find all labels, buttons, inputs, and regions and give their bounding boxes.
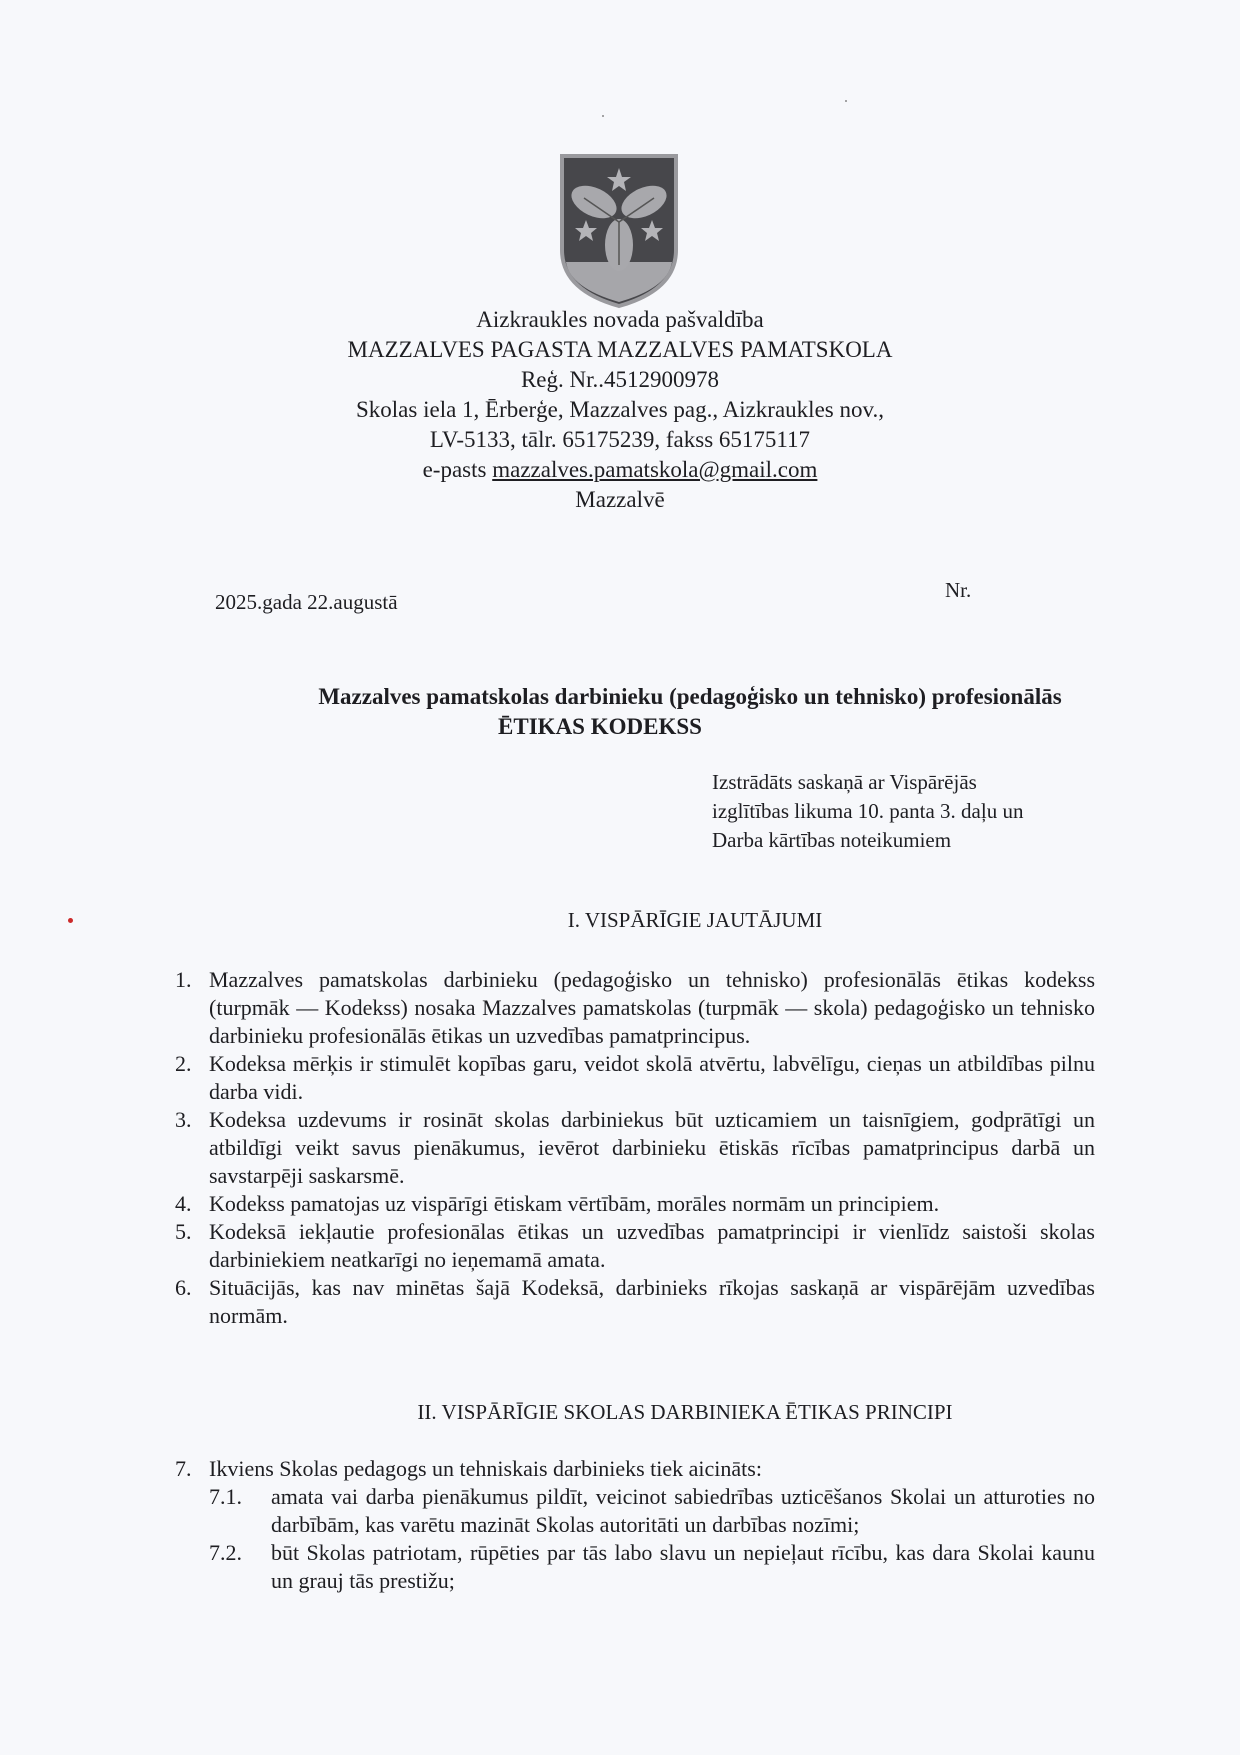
legal-basis-line: izglītības likuma 10. panta 3. daļu un xyxy=(712,799,1024,823)
subitem-number: 7.2. xyxy=(209,1540,242,1565)
list-item xyxy=(175,1274,1095,1330)
sub-list-item xyxy=(209,1483,1095,1539)
scan-speck xyxy=(602,115,604,117)
item-text: Situācijās, kas nav minētas šajā Kodeksā, darbinieks rīkojas saskaņā ar vispārējām uzvedības normām. xyxy=(209,1275,1095,1328)
coat-of-arms-icon xyxy=(556,150,682,310)
subitem-text: būt Skolas patriotam, rūpēties par tās labo slavu un nepieļaut rīcību, kas dara Skolai kaunu un grauj tās prestižu; xyxy=(271,1540,1095,1593)
municipality-name: Aizkraukles novada pašvaldība xyxy=(476,307,764,332)
section-heading-1: I. VISPĀRĪGIE JAUTĀJUMI xyxy=(567,908,823,932)
scan-mark xyxy=(68,918,73,923)
school-name: MAZZALVES PAGASTA MAZZALVES PAMATSKOLA xyxy=(347,337,893,362)
item-text: Kodekss pamatojas uz vispārīgi ētiskam vērtībām, morāles normām un principiem. xyxy=(209,1191,940,1216)
item-text: Kodeksā iekļautie profesionālas ētikas un uzvedības pamatprincipi ir vienlīdz saistoši skolas darbiniekiem neatkarīgi no ieņemamā amata. xyxy=(209,1219,1095,1272)
address: Skolas iela 1, Ērberģe, Mazzalves pag., Aizkraukles nov., xyxy=(356,397,884,422)
legal-basis-line: Izstrādāts saskaņā ar Vispārējās xyxy=(712,770,977,794)
list-item xyxy=(175,1455,1095,1483)
legal-basis xyxy=(712,768,1023,855)
list-item xyxy=(175,966,1095,1050)
item-text: Kodeksa uzdevums ir rosināt skolas darbiniekus būt uzticamiem un taisnīgiem, godprātīgi un atbildīgi veikt savus pienākumus, ievērot darbinieku ētiskās rīcības pamatprincipus darbā un savstarpēji saskarsmē. xyxy=(209,1107,1095,1188)
document-date: 2025.gada 22.augustā xyxy=(215,590,398,614)
section-heading-2: II. VISPĀRĪGIE SKOLAS DARBINIEKA ĒTIKAS PRINCIPI xyxy=(417,1400,953,1424)
list-item xyxy=(175,1218,1095,1274)
item-number: 5. xyxy=(175,1219,192,1244)
list-item xyxy=(175,1190,1095,1218)
document-number-label: Nr. xyxy=(945,578,972,602)
legal-basis-line: Darba kārtības noteikumiem xyxy=(712,828,952,852)
title-line-2: ĒTIKAS KODEKSS xyxy=(498,714,702,739)
item-number: 6. xyxy=(175,1275,192,1300)
registration-number: Reģ. Nr..4512900978 xyxy=(520,367,720,392)
list-item xyxy=(175,1050,1095,1106)
section-2-list xyxy=(175,1455,1095,1595)
item-text: Kodeksa mērķis ir stimulēt kopības garu, veidot skolā atvērtu, labvēlīgu, cieņas un atbildības pilnu darba vidi. xyxy=(209,1051,1095,1104)
item-number: 4. xyxy=(175,1191,192,1216)
item-number: 2. xyxy=(175,1051,192,1076)
section-1-list xyxy=(175,966,1095,1330)
list-item xyxy=(175,1106,1095,1190)
title-line-1: Mazzalves pamatskolas darbinieku (pedagoģisko un tehnisko) profesionālās xyxy=(318,684,1062,709)
item-number: 1. xyxy=(175,967,192,992)
email-link[interactable]: mazzalves.pamatskola@gmail.com xyxy=(492,457,818,482)
sub-list-item xyxy=(209,1539,1095,1595)
subitem-text: amata vai darba pienākumus pildīt, veicinot sabiedrības uzticēšanos Skolai un atturoties no darbībām, kas varētu mazināt Skolas autoritāti un darbības nozīmi; xyxy=(271,1484,1095,1537)
letterhead xyxy=(0,305,1240,515)
place: Mazzalvē xyxy=(575,487,665,512)
scan-speck xyxy=(845,100,847,102)
email-line xyxy=(0,455,1240,485)
item-number: 3. xyxy=(175,1107,192,1132)
item-text: Mazzalves pamatskolas darbinieku (pedagoģisko un tehnisko) profesionālās ētikas kodekss (turpmāk — Kodekss) nosaka Mazzalves pamatskolas (turpmāk — skola) pedagoģisko un tehnisko darbinieku profesionālās ētikas un uzvedības pamatprincipus. xyxy=(209,967,1095,1048)
item-number: 7. xyxy=(175,1456,192,1481)
phone-fax: LV-5133, tālr. 65175239, fakss 65175117 xyxy=(429,427,811,452)
subitem-number: 7.1. xyxy=(209,1484,242,1509)
email-label: e-pasts xyxy=(422,457,487,482)
item-text: Ikviens Skolas pedagogs un tehniskais darbinieks tiek aicināts: xyxy=(209,1456,762,1481)
document-title xyxy=(0,682,1240,742)
